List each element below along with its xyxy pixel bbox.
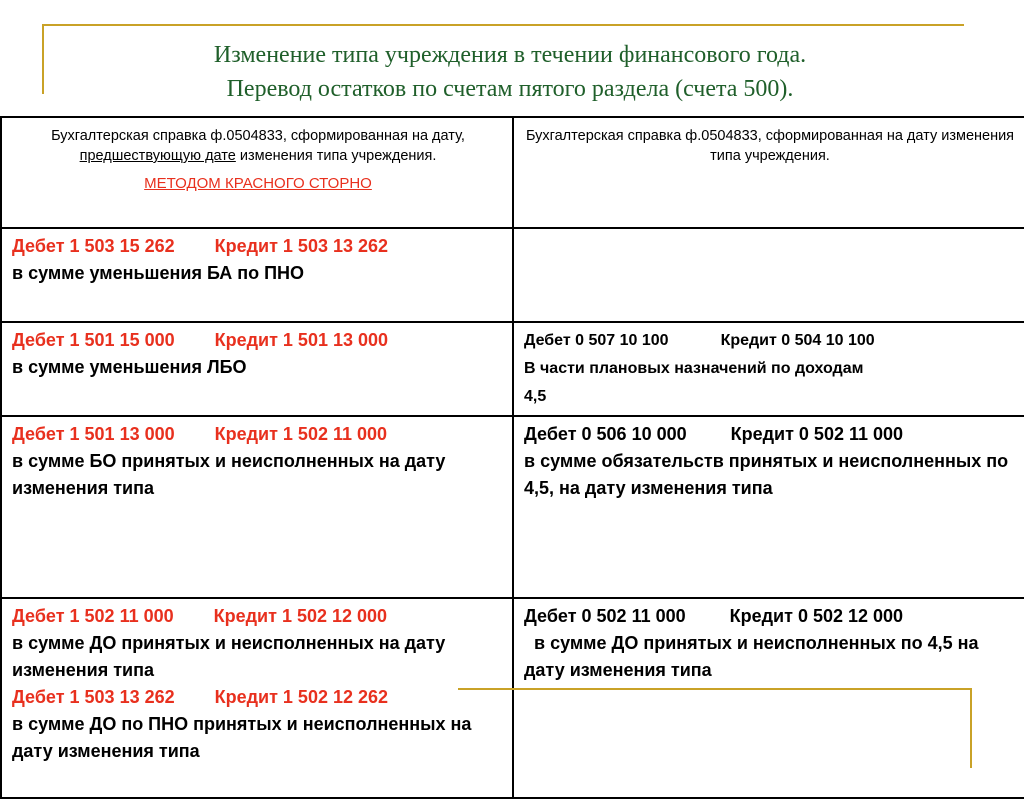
row2-right <box>513 322 1024 416</box>
credit-entry-2: Кредит 1 502 12 262 <box>214 687 389 707</box>
entry-description: в сумме БО принятых и неисполненных на дату изменения типа <box>12 451 446 498</box>
debit-entry: Дебет 1 502 11 000 <box>12 606 174 626</box>
method-label: МЕТОДОМ КРАСНОГО СТОРНО <box>144 175 372 192</box>
table-row <box>1 598 1024 798</box>
row2-left <box>1 322 513 416</box>
debit-entry-2: Дебет 1 503 13 262 <box>12 687 175 707</box>
entry-description: В части плановых назначений по доходам <box>524 360 864 377</box>
slide-title <box>60 38 960 106</box>
row1-right-empty <box>513 228 1024 322</box>
entry-description: в сумме уменьшения БА по ПНО <box>12 263 305 283</box>
decorative-line-right <box>970 688 972 768</box>
debit-entry: Дебет 0 502 11 000 <box>524 606 686 626</box>
table-row <box>1 322 1024 416</box>
credit-entry: Кредит 1 501 13 000 <box>214 330 389 350</box>
entry-description: в сумме ДО принятых и неисполненных на дату изменения типа <box>12 633 446 680</box>
entry-description: в сумме уменьшения ЛБО <box>12 357 247 377</box>
credit-entry: Кредит 0 504 10 100 <box>720 332 875 349</box>
header-right-text: Бухгалтерская справка ф.0504833, сформированная на дату изменения типа учреждения. <box>525 128 1015 164</box>
row3-right <box>513 416 1024 598</box>
credit-entry: Кредит 0 502 12 000 <box>729 606 904 626</box>
credit-entry: Кредит 1 503 13 262 <box>214 236 389 256</box>
row1-left <box>1 228 513 322</box>
row4-left <box>1 598 513 798</box>
header-right <box>513 117 1024 228</box>
decorative-line-bottom <box>458 688 972 690</box>
accounting-table <box>0 116 1024 799</box>
title-line-2: Перевод остатков по счетам пятого раздела (счета 500). <box>226 76 794 102</box>
credit-entry: Кредит 1 502 11 000 <box>214 424 388 444</box>
row4-right <box>513 598 1024 798</box>
header-left-text: Бухгалтерская справка ф.0504833, сформированная на дату, <box>51 128 465 144</box>
credit-entry: Кредит 0 502 11 000 <box>730 424 904 444</box>
debit-entry: Дебет 1 503 15 262 <box>12 236 175 256</box>
debit-entry: Дебет 1 501 15 000 <box>12 330 175 350</box>
table-row <box>1 228 1024 322</box>
header-left <box>1 117 513 228</box>
debit-entry: Дебет 1 501 13 000 <box>12 424 175 444</box>
table-header-row <box>1 117 1024 228</box>
row3-left <box>1 416 513 598</box>
entry-description: в сумме обязательств принятых и неисполненных по 4,5, на дату изменения типа <box>524 451 1009 498</box>
debit-entry: Дебет 0 507 10 100 <box>524 332 669 349</box>
header-left-underlined: предшествующую дате <box>79 148 236 164</box>
debit-entry: Дебет 0 506 10 000 <box>524 424 687 444</box>
header-left-text-end: изменения типа учреждения. <box>235 148 437 164</box>
entry-description-2: в сумме ДО по ПНО принятых и неисполненных на дату изменения типа <box>12 714 472 761</box>
table-row <box>1 416 1024 598</box>
decorative-line-top <box>42 24 964 26</box>
decorative-line-left <box>42 24 44 94</box>
entry-description-cont: 4,5 <box>524 388 547 405</box>
entry-description: в сумме ДО принятых и неисполненных по 4,5 на дату изменения типа <box>524 633 984 680</box>
credit-entry: Кредит 1 502 12 000 <box>213 606 388 626</box>
title-line-1: Изменение типа учреждения в течении финансового года. <box>213 42 807 68</box>
